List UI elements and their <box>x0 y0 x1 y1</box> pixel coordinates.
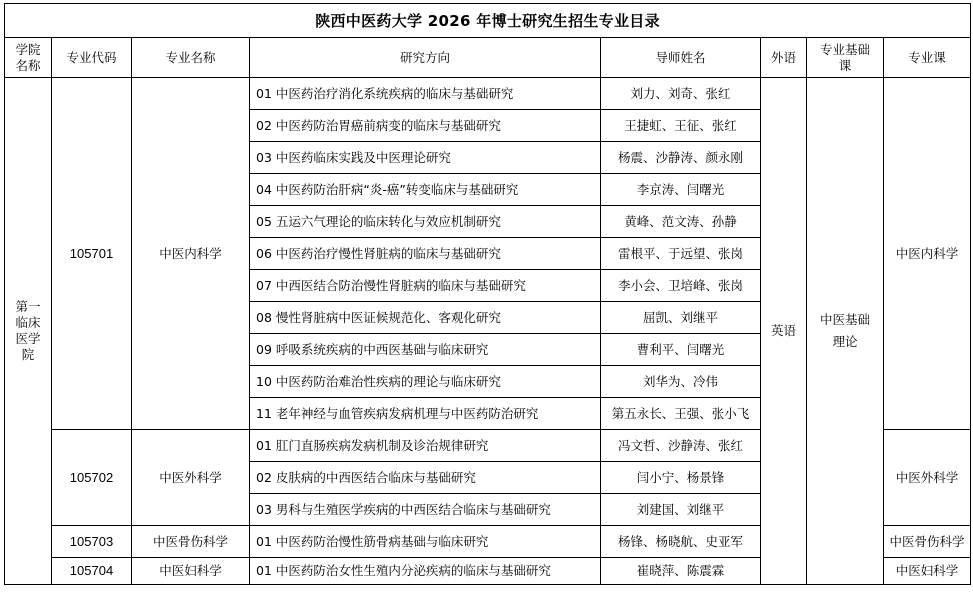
advisor-names: 李京涛、闫曙光 <box>601 174 761 206</box>
major-course: 中医内科学 <box>884 78 971 430</box>
research-direction: 11 老年神经与血管疾病发病机理与中医药防治研究 <box>250 398 601 430</box>
catalog-wrapper <box>4 3 971 585</box>
advisor-names: 第五永长、王强、张小飞 <box>601 398 761 430</box>
advisor-names: 闫小宁、杨景锋 <box>601 462 761 494</box>
major-name: 中医妇科学 <box>132 558 250 585</box>
advisor-names: 刘力、刘奇、张红 <box>601 78 761 110</box>
table-row <box>5 78 971 110</box>
advisor-names: 杨锋、杨晓航、史亚军 <box>601 526 761 558</box>
research-direction: 08 慢性肾脏病中医证候规范化、客观化研究 <box>250 302 601 334</box>
advisor-names: 王捷虹、王征、张红 <box>601 110 761 142</box>
major-course: 中医妇科学 <box>884 558 971 585</box>
major-course: 中医骨伤科学 <box>884 526 971 558</box>
header-advisor: 导师姓名 <box>601 38 761 78</box>
advisor-names: 刘建国、刘继平 <box>601 494 761 526</box>
research-direction: 01 中医药防治慢性筋骨病基础与临床研究 <box>250 526 601 558</box>
research-direction: 07 中西医结合防治慢性肾脏病的临床与基础研究 <box>250 270 601 302</box>
header-major: 专业名称 <box>132 38 250 78</box>
advisor-names: 冯文哲、沙静涛、张红 <box>601 430 761 462</box>
major-code: 105703 <box>52 526 132 558</box>
header-course: 专业课 <box>884 38 971 78</box>
enrollment-catalog-table <box>4 3 971 585</box>
advisor-names: 屈凯、刘继平 <box>601 302 761 334</box>
advisor-names: 杨震、沙静涛、颜永刚 <box>601 142 761 174</box>
major-name: 中医内科学 <box>132 78 250 430</box>
research-direction: 05 五运六气理论的临床转化与效应机制研究 <box>250 206 601 238</box>
major-name: 中医骨伤科学 <box>132 526 250 558</box>
major-code: 105701 <box>52 78 132 430</box>
research-direction: 03 中医药临床实践及中医理论研究 <box>250 142 601 174</box>
major-name: 中医外科学 <box>132 430 250 526</box>
advisor-names: 黄峰、范文涛、孙静 <box>601 206 761 238</box>
research-direction: 02 中医药防治胃癌前病变的临床与基础研究 <box>250 110 601 142</box>
research-direction: 06 中医药治疗慢性肾脏病的临床与基础研究 <box>250 238 601 270</box>
header-language: 外语 <box>761 38 807 78</box>
research-direction: 03 男科与生殖医学疾病的中西医结合临床与基础研究 <box>250 494 601 526</box>
header-college: 学院名称 <box>5 38 52 78</box>
advisor-names: 曹利平、闫曙光 <box>601 334 761 366</box>
foreign-language: 英语 <box>761 78 807 585</box>
research-direction: 09 呼吸系统疾病的中西医基础与临床研究 <box>250 334 601 366</box>
advisor-names: 雷根平、于远望、张岗 <box>601 238 761 270</box>
page-title: 陕西中医药大学 2026 年博士研究生招生专业目录 <box>5 4 971 38</box>
header-row <box>5 38 971 78</box>
basic-course: 中医基础理论 <box>807 78 884 585</box>
major-code: 105704 <box>52 558 132 585</box>
header-basic-course: 专业基础课 <box>807 38 884 78</box>
major-course: 中医外科学 <box>884 430 971 526</box>
advisor-names: 李小会、卫培峰、张岗 <box>601 270 761 302</box>
college-name: 第一临床医学院 <box>5 78 52 585</box>
research-direction: 10 中医药防治难治性疾病的理论与临床研究 <box>250 366 601 398</box>
research-direction: 01 中医药治疗消化系统疾病的临床与基础研究 <box>250 78 601 110</box>
research-direction: 02 皮肤病的中西医结合临床与基础研究 <box>250 462 601 494</box>
header-code: 专业代码 <box>52 38 132 78</box>
major-code: 105702 <box>52 430 132 526</box>
header-direction: 研究方向 <box>250 38 601 78</box>
advisor-names: 崔晓萍、陈震霖 <box>601 558 761 585</box>
research-direction: 01 肛门直肠疾病发病机制及诊治规律研究 <box>250 430 601 462</box>
research-direction: 01 中医药防治女性生殖内分泌疾病的临床与基础研究 <box>250 558 601 585</box>
research-direction: 04 中医药防治肝病“炎-癌”转变临床与基础研究 <box>250 174 601 206</box>
advisor-names: 刘华为、冷伟 <box>601 366 761 398</box>
